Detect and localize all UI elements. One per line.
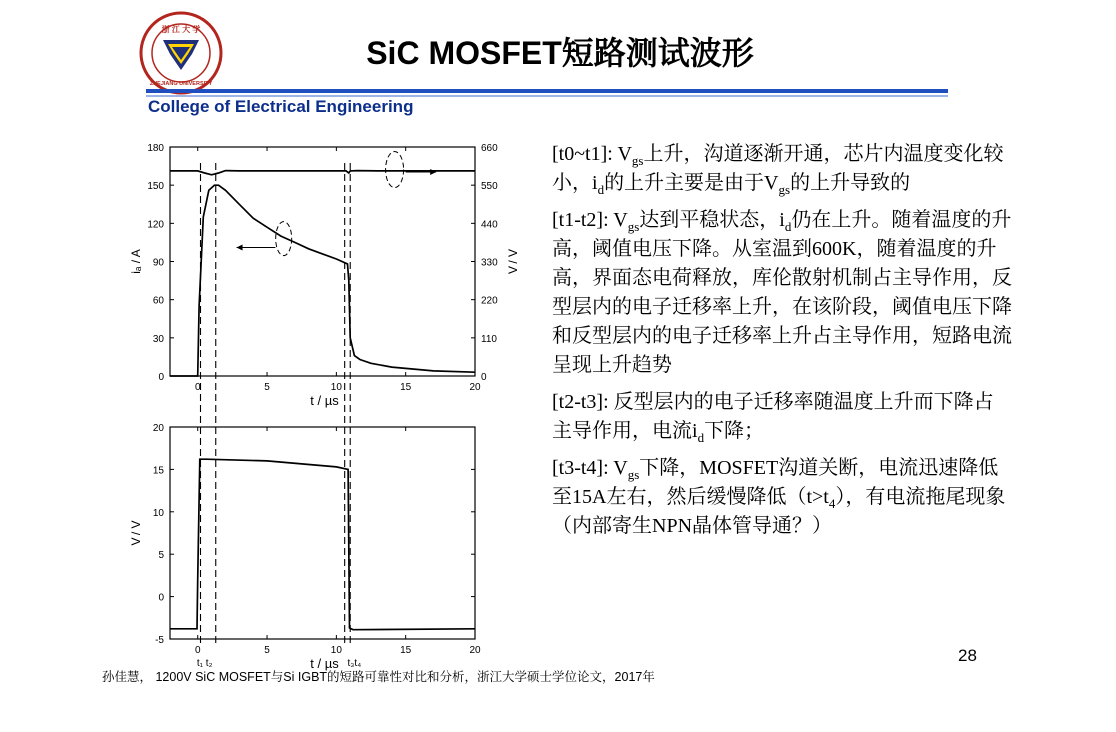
y-tick-label: 150 [147,181,164,193]
marker-labels-t3-t4: t₃t₄ [347,658,362,669]
chart-vgs [129,423,481,671]
id-arrow-head [237,245,243,251]
title-rule [146,89,948,93]
annotation-panel [552,140,1012,549]
chart-id-vds [129,143,520,408]
x-axis-label: t / µs [310,656,339,671]
y-tick-label: 30 [152,333,164,345]
y-tick-label: 0 [158,592,164,604]
y-tick-label: 120 [147,219,164,231]
waveform-charts [120,135,540,675]
page-title: SiC MOSFET短路测试波形 [366,35,754,71]
y-tick-label: 15 [152,465,164,477]
y-axis-label: V / V [129,520,143,546]
time-marker-lines [194,163,362,669]
x-tick-label: 0 [194,645,201,656]
y-axis-label: iₐ / A [129,249,143,274]
y-tick-label: 90 [152,257,164,269]
page-number: 28 [958,646,977,665]
y2-tick-label: 440 [481,219,498,231]
x-tick-label: 5 [264,382,270,393]
y2-tick-label: 220 [481,295,498,307]
svg-text:ZHEJIANG UNIVERSITY: ZHEJIANG UNIVERSITY [149,81,213,87]
x-tick-label: 10 [330,382,342,393]
annotation-t0-t1: [t0~t1]: $V_{gs}$上升，沟道逐渐开通，芯片内温度变化较小，$i_d$的上升主要是由于$V_{gs}$的上升导致的 [552,143,1004,197]
university-logo [138,10,224,96]
x-tick-label: 15 [400,645,412,656]
id-curve-marker [276,222,292,256]
vds-curve-marker [386,152,404,188]
annotation-t2-t3: [t2-t3]: 反型层内的电子迁移率随温度上升而下降占主导作用，电流$i_d$下降； [552,391,994,445]
y-tick-label: 10 [152,507,164,519]
marker-labels-t1-t2: t₁ t₂ [196,658,213,669]
x-tick-label: 10 [330,645,342,656]
y2-tick-label: 0 [481,372,487,383]
y-tick-label: 20 [152,423,164,434]
x-tick-label: 20 [469,382,481,393]
y2-tick-label: 660 [481,143,498,154]
y-tick-label: 60 [152,295,164,307]
y-tick-label: -5 [155,635,164,646]
x-tick-label: 20 [469,645,481,656]
y2-tick-label: 330 [481,257,498,269]
y-tick-label: 5 [158,550,164,562]
x-axis-label: t / µs [310,393,339,408]
svg-text:浙 江 大 学: 浙 江 大 学 [161,25,201,34]
y2-tick-label: 110 [481,333,497,345]
reference-citation: 孙佳慧， 1200V SiC MOSFET与Si IGBT的短路可靠性对比和分析，浙江大学硕士学位论文，2017年 [102,670,655,684]
x-tick-label: 15 [400,382,412,393]
vds-arrow-head [430,169,436,175]
x-tick-label: 5 [264,645,270,656]
college-name: College of Electrical Engineering [148,97,414,116]
x-tick-label: 0 [194,382,201,393]
y2-axis-label: V / V [506,248,520,275]
y2-tick-label: 550 [481,181,498,193]
annotation-t1-t2: [t1-t2]: $V_{gs}$达到平稳状态，$i_d$仍在上升。随着温度的升高，阈值电压下降。从室温到600K，随着温度的升高，界面态电荷释放，库伦散射机制占主导作用，反型层内的电子迁移率上升，在该阶段，阈值电压下降和反型层内的电子迁移率上升占主导作用，短路电流呈现上升趋势 [552,209,1012,376]
y-tick-label: 180 [147,143,164,154]
annotation-t3-t4: [t3-t4]: $V_{gs}$下降，MOSFET沟道关断，电流迅速降低至15A左右，然后缓慢降低$(t>t_4)$，有电流拖尾现象（内部寄生NPN晶体管导通？） [552,457,1006,537]
y-tick-label: 0 [158,372,164,383]
